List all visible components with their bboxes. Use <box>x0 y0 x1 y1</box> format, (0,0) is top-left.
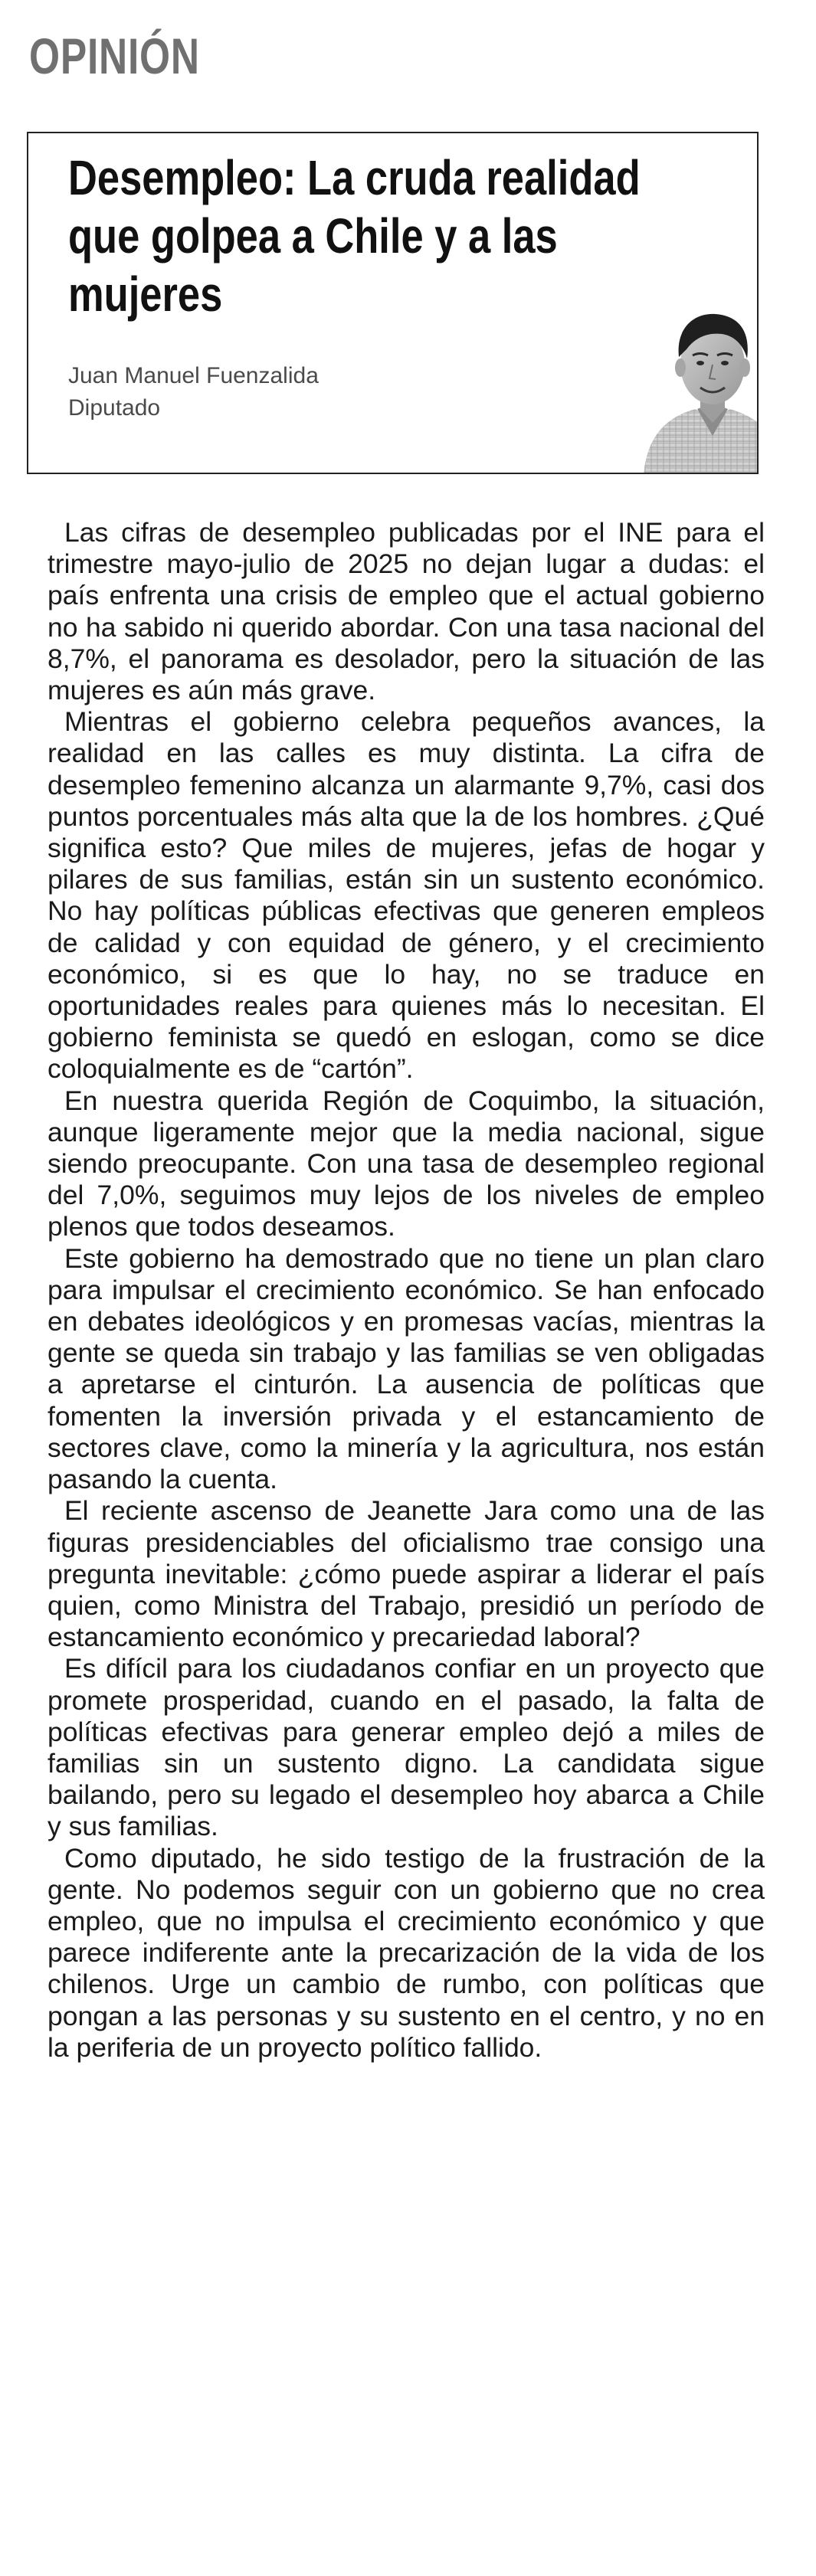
article-body <box>48 517 765 2064</box>
article-paragraph: Este gobierno ha demostrado que no tiene un plan claro para impulsar el crecimiento económico. Se han enfocado en debates ideológicos y en promesas vacías, mientras la gente se queda sin trabajo y las familias se ven obligadas a apretarse el cinturón. La ausencia de políticas que fomenten la inversión privada y el estancamiento de sectores clave, como la minería y la agricultura, nos están pasando la cuenta. <box>48 1242 765 1495</box>
author-role: Diputado <box>68 395 161 421</box>
article-paragraph: Como diputado, he sido testigo de la frustración de la gente. No podemos seguir con un gobierno que no crea empleo, que no impulsa el crecimiento económico y que parece indiferente ante la precarización de la vida de los chilenos. Urge un cambio de rumbo, con políticas que pongan a las personas y su sustento en el centro, y no en la periferia de un proyecto político fallido. <box>48 1842 765 2063</box>
section-label: OPINIÓN <box>29 28 200 84</box>
author-photo <box>636 279 759 474</box>
article-paragraph: Es difícil para los ciudadanos confiar en un proyecto que promete prosperidad, cuando en el pasado, la falta de políticas efectivas para generar empleo dejó a miles de familias sin un sustento digno. La candidata sigue bailando, pero su legado el desempleo hoy abarca a Chile y sus familias. <box>48 1653 765 1842</box>
author-name: Juan Manuel Fuenzalida <box>68 363 319 388</box>
article-paragraph: En nuestra querida Región de Coquimbo, la situación, aunque ligeramente mejor que la media nacional, sigue siendo preocupante. Con una tasa de desempleo regional del 7,0%, seguimos muy lejos de los niveles de empleo plenos que todos deseamos. <box>48 1085 765 1242</box>
article-paragraph: Mientras el gobierno celebra pequeños avances, la realidad en las calles es muy distinta. La cifra de desempleo femenino alcanza un alarmante 9,7%, casi dos puntos porcentuales más alta que la de los hombres. ¿Qué significa esto? Que miles de mujeres, jefas de hogar y pilares de sus familias, están sin un sustento económico. No hay políticas públicas efectivas que generen empleos de calidad y con equidad de género, y el crecimiento económico, si es que lo hay, no se traduce en oportunidades reales para quienes más lo necesitan. El gobierno feminista se quedó en eslogan, como se dice coloquialmente es de “cartón”. <box>48 706 765 1085</box>
article-paragraph: El reciente ascenso de Jeanette Jara como una de las figuras presidenciables del oficialismo trae consigo una pregunta inevitable: ¿cómo puede aspirar a liderar el país quien, como Ministra del Trabajo, presidió un período de estancamiento económico y precariedad laboral? <box>48 1495 765 1653</box>
article-header <box>27 132 759 474</box>
byline <box>68 360 319 424</box>
article-paragraph: Las cifras de desempleo publicadas por el INE para el trimestre mayo-julio de 2025 no dejan lugar a dudas: el país enfrenta una crisis de empleo que el actual gobierno no ha sabido ni querido abordar. Con una tasa nacional del 8,7%, el panorama es desolador, pero la situación de las mujeres es aún más grave. <box>48 517 765 706</box>
article-title: Desempleo: La cruda realidad que golpea a Chile y a las mujeres <box>68 150 641 322</box>
